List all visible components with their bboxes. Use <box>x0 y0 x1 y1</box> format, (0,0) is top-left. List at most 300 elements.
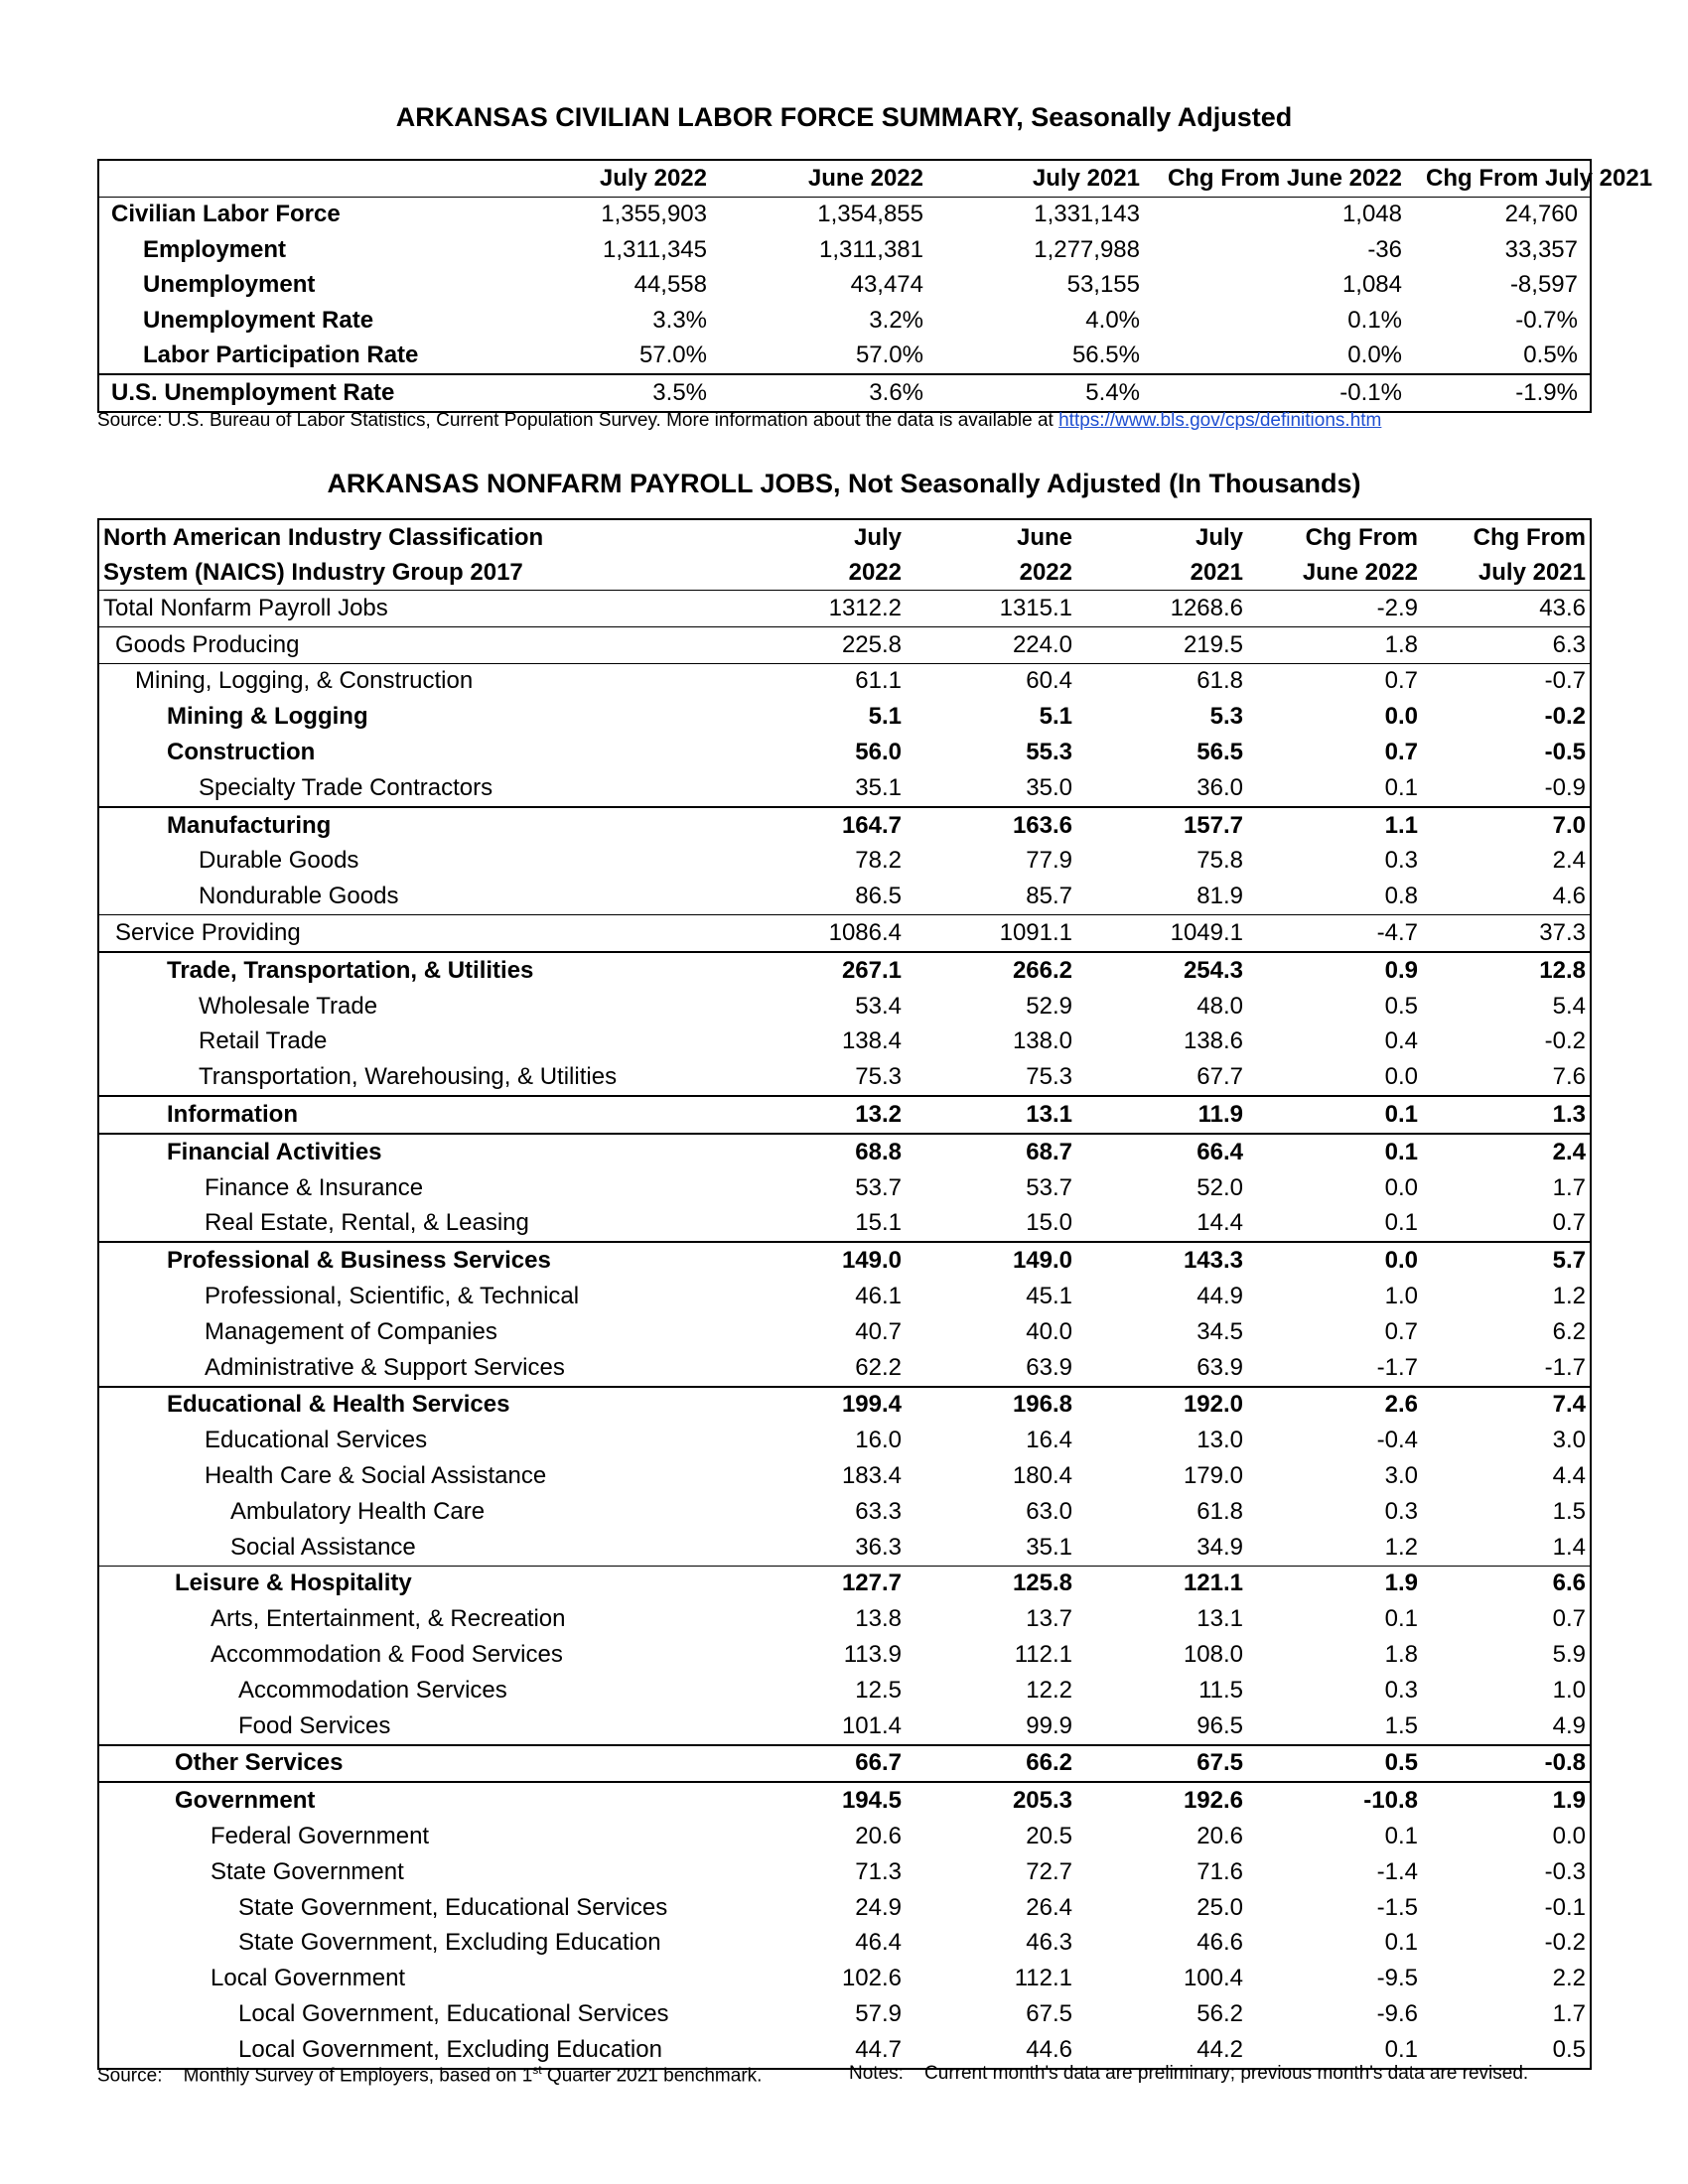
cell-value: 0.0 <box>1384 1063 1418 1091</box>
cell-value: 180.4 <box>1012 1462 1072 1490</box>
row-label: Transportation, Warehousing, & Utilities <box>199 1063 618 1091</box>
cell-value: 40.7 <box>855 1317 902 1345</box>
cell-value: 0.5 <box>1247 1745 1422 1783</box>
col-header <box>1076 519 1247 591</box>
source-text: Source: U.S. Bureau of Labor Statistics, Current Population Survey. More information about the data is available at <box>97 410 1059 431</box>
cell-value: 125.8 <box>906 1566 1076 1601</box>
cell-value: 43.6 <box>1539 594 1586 621</box>
cell-value: 0.7 <box>1384 1317 1418 1345</box>
cell-value: 163.6 <box>906 807 1076 844</box>
table-row <box>98 1134 1591 1170</box>
cell-value: 53.7 <box>855 1173 902 1201</box>
cell-value: 78.2 <box>855 847 902 875</box>
cell-value: 36.0 <box>1196 773 1243 801</box>
cell-value: 225.8 <box>742 626 906 663</box>
cell-value: 1,311,381 <box>819 235 923 263</box>
row-label: State Government <box>211 1857 404 1885</box>
cell-value: 1,331,143 <box>1034 201 1140 228</box>
cell-value: 3.0 <box>1384 1462 1418 1490</box>
cell-value: 219.5 <box>1076 626 1247 663</box>
col-header-line: Chg From <box>1473 524 1586 551</box>
row-label: Civilian Labor Force <box>111 201 341 228</box>
row-label: Real Estate, Rental, & Leasing <box>205 1209 529 1237</box>
row-label: Administrative & Support Services <box>205 1353 565 1381</box>
cell-value: 46.4 <box>855 1929 902 1957</box>
table-row <box>98 663 1591 699</box>
cell-value: 1.1 <box>1247 807 1422 844</box>
cell-value: 4.6 <box>1552 883 1586 910</box>
cell-value: 7.0 <box>1422 807 1591 844</box>
cell-value: -2.9 <box>1376 594 1418 621</box>
col-header-line: June <box>1016 524 1072 551</box>
col-header-line: 2022 <box>848 559 902 586</box>
row-label: Employment <box>143 235 287 263</box>
cell-value: 2.4 <box>1552 847 1586 875</box>
cell-value: 5.4 <box>1552 992 1586 1020</box>
cell-value: -1.9% <box>1414 374 1591 412</box>
cell-value: 72.7 <box>1026 1857 1072 1885</box>
table-row <box>98 770 1591 807</box>
cell-value: 143.3 <box>1076 1242 1247 1279</box>
row-label: Health Care & Social Assistance <box>205 1462 547 1490</box>
row-label: Specialty Trade Contractors <box>199 773 493 801</box>
cell-value: 96.5 <box>1196 1711 1243 1739</box>
table-row <box>98 1782 1591 1819</box>
cell-value: 75.8 <box>1196 847 1243 875</box>
row-label: Nondurable Goods <box>199 883 399 910</box>
cell-value: 267.1 <box>742 952 906 989</box>
cell-value: -0.2 <box>1544 1929 1586 1957</box>
col-header: Chg From July 2021 <box>1414 160 1591 197</box>
cell-value: 121.1 <box>1076 1566 1247 1601</box>
row-label: Local Government <box>211 1965 406 1992</box>
cell-value: 196.8 <box>906 1387 1076 1424</box>
cell-value: 1315.1 <box>999 594 1072 621</box>
col-header-line: North American Industry Classification <box>103 524 544 551</box>
row-label: Durable Goods <box>199 847 359 875</box>
labor-force-row <box>98 268 1591 304</box>
cell-value: 66.7 <box>742 1745 906 1783</box>
cell-value: 11.9 <box>1076 1096 1247 1134</box>
row-label: Finance & Insurance <box>205 1173 424 1201</box>
labor-force-table <box>97 159 1653 413</box>
cell-value: 44.9 <box>1196 1283 1243 1310</box>
table-row <box>98 1387 1591 1424</box>
table-row <box>98 1242 1591 1279</box>
cell-value: 1,084 <box>1341 271 1402 299</box>
cell-value: 15.0 <box>1026 1209 1072 1237</box>
cell-value: 0.9 <box>1247 952 1422 989</box>
cell-value: 1.0 <box>1384 1283 1418 1310</box>
cell-value: 86.5 <box>855 883 902 910</box>
cell-value: 12.5 <box>855 1676 902 1704</box>
cell-value: 44.7 <box>855 2035 902 2063</box>
cell-value: -1.5 <box>1376 1893 1418 1921</box>
table-row <box>98 1458 1591 1494</box>
cell-value: -0.1% <box>1152 374 1414 412</box>
cell-value: 205.3 <box>906 1782 1076 1819</box>
table-row <box>98 1708 1591 1745</box>
cell-value: 138.4 <box>841 1027 902 1055</box>
cell-value: 57.0% <box>855 341 923 369</box>
cell-value: 3.2% <box>869 306 923 334</box>
cell-value: 35.0 <box>1026 773 1072 801</box>
cell-value: 0.3 <box>1384 1497 1418 1525</box>
row-label: Mining & Logging <box>167 703 368 731</box>
row-label: Professional, Scientific, & Technical <box>205 1283 580 1310</box>
cell-value: 224.0 <box>906 626 1076 663</box>
cell-value: 52.0 <box>1196 1173 1243 1201</box>
cell-value: 5.9 <box>1552 1641 1586 1668</box>
cell-value: 0.5 <box>1384 992 1418 1020</box>
cell-value: 53,155 <box>1066 271 1140 299</box>
footnote-text: Quarter 2021 benchmark. <box>541 2065 763 2087</box>
cell-value: 7.4 <box>1422 1387 1591 1424</box>
row-label: Professional & Business Services <box>98 1242 742 1279</box>
cell-value: 67.5 <box>1076 1745 1247 1783</box>
col-header <box>906 519 1076 591</box>
cell-value: 266.2 <box>906 952 1076 989</box>
row-label: Unemployment <box>143 271 316 299</box>
labor-force-row <box>98 232 1591 268</box>
table-row <box>98 1819 1591 1854</box>
cell-value: -0.2 <box>1544 1027 1586 1055</box>
cell-value: 108.0 <box>1183 1641 1243 1668</box>
col-header-line: July 2021 <box>1477 559 1586 586</box>
cell-value: 0.4 <box>1384 1027 1418 1055</box>
cell-value: -0.7 <box>1422 663 1591 699</box>
footnote-text: Monthly Survey of Employers, based on 1 <box>183 2065 533 2087</box>
cell-value: 66.4 <box>1076 1134 1247 1170</box>
cell-value: 46.1 <box>855 1283 902 1310</box>
row-label: Educational Services <box>205 1427 428 1454</box>
cell-value: 0.8 <box>1384 883 1418 910</box>
cell-value: 6.3 <box>1422 626 1591 663</box>
table-row <box>98 1637 1591 1673</box>
table-row <box>98 591 1591 627</box>
cell-value: 5.7 <box>1422 1242 1591 1279</box>
table-row <box>98 1996 1591 2032</box>
cell-value: 13.2 <box>742 1096 906 1134</box>
cell-value: 66.2 <box>906 1745 1076 1783</box>
labor-force-row <box>98 197 1591 232</box>
cell-value: 0.1% <box>1347 306 1402 334</box>
cell-value: 1.8 <box>1247 626 1422 663</box>
row-label: Management of Companies <box>205 1317 497 1345</box>
cell-value: 0.1 <box>1384 1209 1418 1237</box>
cell-value: 5.4% <box>935 374 1152 412</box>
cell-value: 0.3 <box>1384 847 1418 875</box>
cell-value: 1.4 <box>1552 1533 1586 1561</box>
table-row <box>98 915 1591 952</box>
cell-value: 34.5 <box>1196 1317 1243 1345</box>
row-label: Information <box>98 1096 742 1134</box>
cell-value: 1,311,345 <box>603 235 707 263</box>
footnote-text: Current month's data are preliminary; previous month's data are revised. <box>924 2063 1529 2084</box>
cell-value: 0.5% <box>1523 341 1578 369</box>
table-row <box>98 1024 1591 1060</box>
cell-value: 26.4 <box>1026 1893 1072 1921</box>
cell-value: 4.4 <box>1552 1462 1586 1490</box>
cell-value: 71.6 <box>1196 1857 1243 1885</box>
nonfarm-title: ARKANSAS NONFARM PAYROLL JOBS, Not Seasonally Adjusted (In Thousands) <box>327 469 1361 498</box>
cell-value: 63.0 <box>1026 1497 1072 1525</box>
source-link[interactable]: https://www.bls.gov/cps/definitions.htm <box>1058 410 1382 431</box>
col-header: June 2022 <box>719 160 935 197</box>
cell-value: 44.2 <box>1196 2035 1243 2063</box>
table-row <box>98 699 1591 735</box>
nonfarm-table <box>97 518 1592 2070</box>
cell-value: 3.6% <box>719 374 935 412</box>
cell-value: -8,597 <box>1509 271 1578 299</box>
col-header-line: 2022 <box>1019 559 1072 586</box>
cell-value: 6.2 <box>1552 1317 1586 1345</box>
cell-value: -0.4 <box>1376 1427 1418 1454</box>
nonfarm-header-row <box>98 519 1591 591</box>
cell-value: 183.4 <box>841 1462 902 1490</box>
cell-value: 75.3 <box>855 1063 902 1091</box>
table-row <box>98 1925 1591 1961</box>
row-label: Social Assistance <box>230 1533 416 1561</box>
row-label: Local Government, Educational Services <box>238 1999 669 2027</box>
row-label: Federal Government <box>211 1822 430 1849</box>
cell-value: 149.0 <box>742 1242 906 1279</box>
table-row <box>98 807 1591 844</box>
cell-value: 24.9 <box>855 1893 902 1921</box>
cell-value: 15.1 <box>855 1209 902 1237</box>
cell-value: 57.9 <box>855 1999 902 2027</box>
cell-value: 33,357 <box>1504 235 1578 263</box>
cell-value: 40.0 <box>1026 1317 1072 1345</box>
cell-value: 35.1 <box>855 773 902 801</box>
col-header-line: Chg From <box>1305 524 1418 551</box>
table-row <box>98 626 1591 663</box>
cell-value: 149.0 <box>906 1242 1076 1279</box>
cell-value: 1.8 <box>1384 1641 1418 1668</box>
cell-value: -0.2 <box>1544 703 1586 731</box>
row-label: Wholesale Trade <box>199 992 378 1020</box>
row-label: Trade, Transportation, & Utilities <box>98 952 742 989</box>
table-row <box>98 1206 1591 1243</box>
col-header-line: July <box>1195 524 1243 551</box>
row-label: Educational & Health Services <box>98 1387 742 1424</box>
table-row <box>98 1961 1591 1996</box>
cell-value: -9.6 <box>1376 1999 1418 2027</box>
cell-value: 0.3 <box>1384 1676 1418 1704</box>
cell-value: -0.9 <box>1544 773 1586 801</box>
cell-value: 0.1 <box>1384 2035 1418 2063</box>
cell-value: 12.8 <box>1422 952 1591 989</box>
row-label: Retail Trade <box>199 1027 328 1055</box>
col-header <box>1422 519 1591 591</box>
col-header <box>1247 519 1422 591</box>
cell-value: 67.5 <box>1026 1999 1072 2027</box>
cell-value: 0.0 <box>1552 1822 1586 1849</box>
cell-value: 57.0% <box>638 341 707 369</box>
cell-value: 13.1 <box>906 1096 1076 1134</box>
cell-value: 71.3 <box>855 1857 902 1885</box>
cell-value: -0.1 <box>1544 1893 1586 1921</box>
cell-value: 157.7 <box>1076 807 1247 844</box>
table-row <box>98 1854 1591 1890</box>
cell-value: 4.0% <box>1085 306 1140 334</box>
cell-value: 1086.4 <box>742 915 906 952</box>
row-label: Mining, Logging, & Construction <box>98 663 742 699</box>
table-row <box>98 1566 1591 1601</box>
cell-value: 68.8 <box>742 1134 906 1170</box>
cell-value: 0.7 <box>1247 663 1422 699</box>
cell-value: 20.6 <box>855 1822 902 1849</box>
cell-value: 138.6 <box>1183 1027 1243 1055</box>
cell-value: 13.7 <box>1026 1605 1072 1633</box>
cell-value: 13.8 <box>855 1605 902 1633</box>
table-row <box>98 735 1591 770</box>
cell-value: 112.1 <box>1014 1965 1072 1992</box>
cell-value: 1.7 <box>1552 1999 1586 2027</box>
cell-value: 1.2 <box>1552 1283 1586 1310</box>
cell-value: -1.4 <box>1376 1857 1418 1885</box>
row-label: Construction <box>167 739 316 766</box>
cell-value: 68.7 <box>906 1134 1076 1170</box>
cell-value: 192.0 <box>1076 1387 1247 1424</box>
cell-value: 35.1 <box>1026 1533 1072 1561</box>
cell-value: 0.1 <box>1247 1134 1422 1170</box>
table-row <box>98 1059 1591 1096</box>
cell-value: 37.3 <box>1422 915 1591 952</box>
row-label: Service Providing <box>98 915 742 952</box>
table-row <box>98 1673 1591 1708</box>
row-label: Accommodation & Food Services <box>211 1641 563 1668</box>
cell-value: 138.0 <box>1012 1027 1072 1055</box>
cell-value: 0.0% <box>1347 341 1402 369</box>
col-header: July 2021 <box>935 160 1152 197</box>
cell-value: 44.6 <box>1026 2035 1072 2063</box>
cell-value: 1091.1 <box>906 915 1076 952</box>
cell-value: 61.8 <box>1076 663 1247 699</box>
cell-value: 7.6 <box>1552 1063 1586 1091</box>
cell-value: 20.6 <box>1196 1822 1243 1849</box>
row-label: Other Services <box>98 1745 742 1783</box>
cell-value: 1312.2 <box>828 594 902 621</box>
cell-value: 63.3 <box>855 1497 902 1525</box>
cell-value: 6.6 <box>1422 1566 1591 1601</box>
cell-value: 61.1 <box>742 663 906 699</box>
cell-value: 20.5 <box>1026 1822 1072 1849</box>
cell-value: 1.5 <box>1552 1497 1586 1525</box>
cell-value: 60.4 <box>906 663 1076 699</box>
row-label: Goods Producing <box>98 626 742 663</box>
cell-value: 61.8 <box>1196 1497 1243 1525</box>
table-row <box>98 1890 1591 1926</box>
cell-value: 1.9 <box>1247 1566 1422 1601</box>
row-label: Food Services <box>238 1711 391 1739</box>
cell-value: 43,474 <box>850 271 923 299</box>
cell-value: 4.9 <box>1552 1711 1586 1739</box>
col-header <box>98 160 495 197</box>
table-row <box>98 1494 1591 1530</box>
cell-value: 2.2 <box>1552 1965 1586 1992</box>
cell-value: 5.1 <box>868 703 902 731</box>
row-label: Total Nonfarm Payroll Jobs <box>103 594 388 621</box>
table-row <box>98 1279 1591 1314</box>
cell-value: 1.3 <box>1422 1096 1591 1134</box>
cell-value: 113.9 <box>843 1641 902 1668</box>
cell-value: -1.7 <box>1544 1353 1586 1381</box>
cell-value: -0.5 <box>1544 739 1586 766</box>
cell-value: 112.1 <box>1014 1641 1072 1668</box>
row-label: Unemployment Rate <box>143 306 374 334</box>
table-row <box>98 1423 1591 1458</box>
cell-value: 77.9 <box>1026 847 1072 875</box>
col-header <box>742 519 906 591</box>
cell-value: 0.1 <box>1384 773 1418 801</box>
cell-value: -9.5 <box>1376 1965 1418 1992</box>
cell-value: -0.8 <box>1422 1745 1591 1783</box>
col-header-line: July <box>853 524 902 551</box>
col-header-line: June 2022 <box>1302 559 1418 586</box>
cell-value: 53.4 <box>855 992 902 1020</box>
row-label: Manufacturing <box>98 807 742 844</box>
cell-value: 0.5 <box>1552 2035 1586 2063</box>
cell-value: 53.7 <box>1026 1173 1072 1201</box>
cell-value: 46.6 <box>1196 1929 1243 1957</box>
cell-value: 45.1 <box>1026 1283 1072 1310</box>
cell-value: 100.4 <box>1183 1965 1243 1992</box>
labor-force-header-row <box>98 160 1591 197</box>
cell-value: 67.7 <box>1196 1063 1243 1091</box>
table-row <box>98 1530 1591 1566</box>
cell-value: 62.2 <box>855 1353 902 1381</box>
cell-value: 3.5% <box>495 374 719 412</box>
cell-value: -1.7 <box>1376 1353 1418 1381</box>
cell-value: 56.5% <box>1071 341 1140 369</box>
labor-force-source <box>97 410 1381 432</box>
cell-value: -10.8 <box>1247 1782 1422 1819</box>
cell-value: 1,048 <box>1341 201 1402 228</box>
row-label: State Government, Educational Services <box>238 1893 668 1921</box>
cell-value: 1268.6 <box>1170 594 1243 621</box>
cell-value: 1.0 <box>1552 1676 1586 1704</box>
cell-value: 102.6 <box>841 1965 902 1992</box>
labor-force-title: ARKANSAS CIVILIAN LABOR FORCE SUMMARY, Seasonally Adjusted <box>395 102 1293 132</box>
cell-value: 16.0 <box>855 1427 902 1454</box>
footnote-sup: st <box>532 2063 542 2077</box>
cell-value: 0.1 <box>1247 1096 1422 1134</box>
cell-value: 55.3 <box>1026 739 1072 766</box>
cell-value: 13.0 <box>1196 1427 1243 1454</box>
nonfarm-source-footnote <box>97 2063 762 2087</box>
cell-value: 75.3 <box>1026 1063 1072 1091</box>
cell-value: 5.3 <box>1209 703 1243 731</box>
cell-value: -0.3 <box>1544 1857 1586 1885</box>
cell-value: 99.9 <box>1026 1711 1072 1739</box>
cell-value: 127.7 <box>742 1566 906 1601</box>
table-row <box>98 1350 1591 1387</box>
row-label: Labor Participation Rate <box>143 341 419 369</box>
cell-value: 1.5 <box>1384 1711 1418 1739</box>
cell-value: 3.0 <box>1552 1427 1586 1454</box>
cell-value: 14.4 <box>1196 1209 1243 1237</box>
table-row <box>98 879 1591 914</box>
cell-value: 2.6 <box>1247 1387 1422 1424</box>
cell-value: 24,760 <box>1504 201 1578 228</box>
cell-value: -0.7% <box>1515 306 1578 334</box>
table-row <box>98 844 1591 880</box>
cell-value: 56.2 <box>1196 1999 1243 2027</box>
cell-value: 52.9 <box>1026 992 1072 1020</box>
footnote-label: Notes: <box>849 2063 904 2084</box>
cell-value: 2.4 <box>1422 1134 1591 1170</box>
